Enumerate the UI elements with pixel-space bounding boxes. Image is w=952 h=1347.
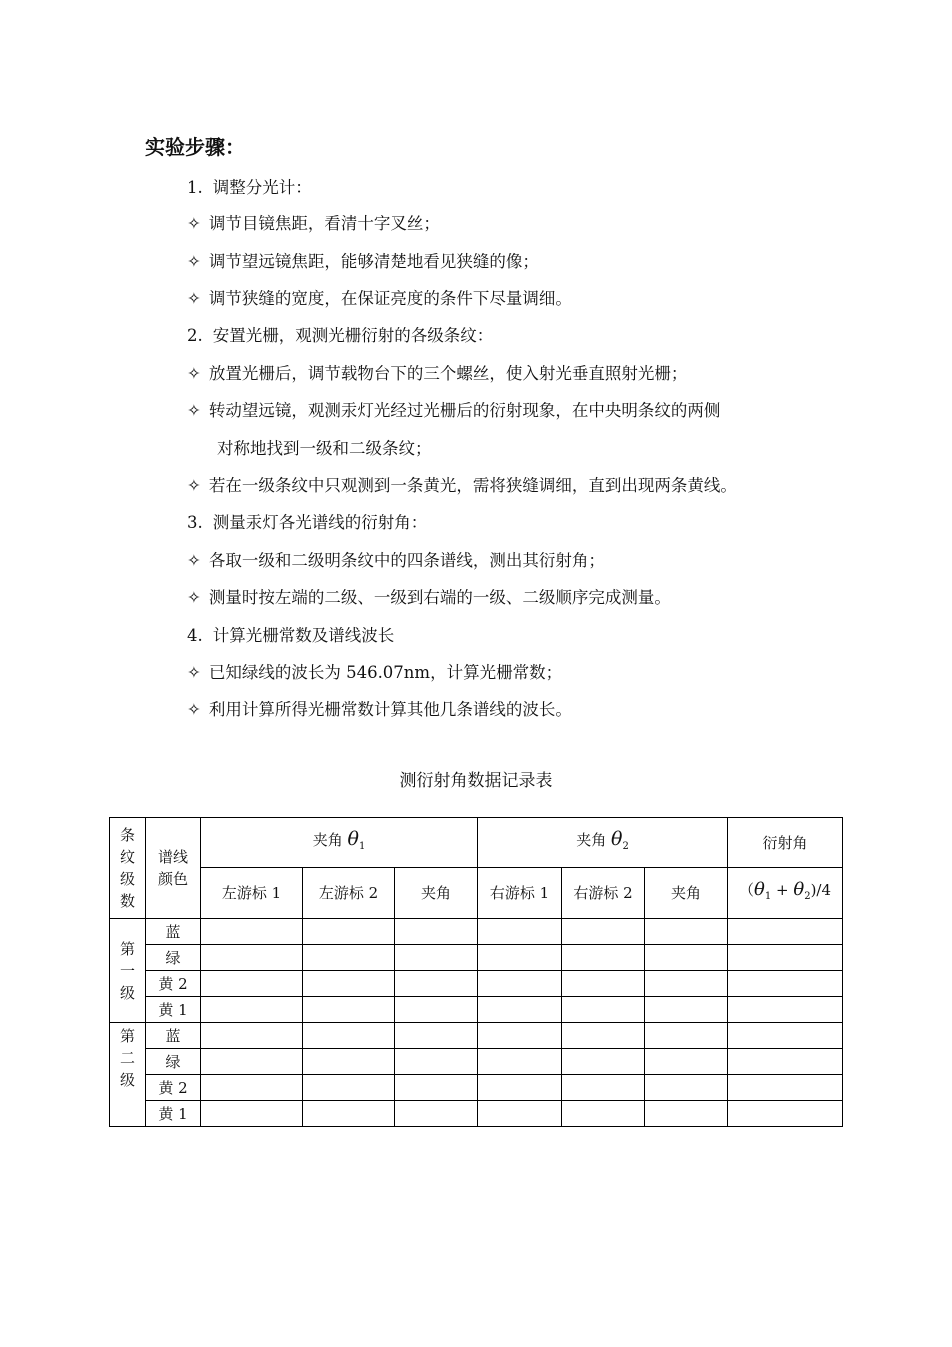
data-cell xyxy=(478,1049,562,1075)
substep: ✧ 若在一级条纹中只观测到一条黄光，需将狭缝调细，直到出现两条黄线。 xyxy=(187,476,737,495)
data-cell xyxy=(395,997,478,1023)
data-cell xyxy=(728,945,843,971)
header-angle: 夹角 xyxy=(645,868,728,919)
header-diffraction-angle: 衍射角 xyxy=(728,818,843,868)
substep: ✧ 调节狭缝的宽度，在保证亮度的条件下尽量调细。 xyxy=(187,289,572,308)
data-cell xyxy=(562,1075,645,1101)
substep: ✧ 已知绿线的波长为 546.07nm，计算光栅常数； xyxy=(187,663,563,682)
header-angle-2: 夹角 $\theta_2$ xyxy=(478,818,728,868)
data-cell xyxy=(303,997,395,1023)
data-cell xyxy=(201,1023,303,1049)
data-cell xyxy=(303,1023,395,1049)
diamond-bullet-icon: ✧ xyxy=(187,364,201,383)
data-cell xyxy=(478,919,562,945)
data-cell xyxy=(728,1075,843,1101)
data-cell xyxy=(303,971,395,997)
header-right-vernier-1: 右游标 1 xyxy=(478,868,562,919)
data-cell xyxy=(728,1023,843,1049)
data-cell xyxy=(562,1023,645,1049)
table-row xyxy=(110,1101,843,1127)
data-cell xyxy=(478,945,562,971)
color-cell: 黄 1 xyxy=(146,1101,201,1127)
data-cell xyxy=(645,997,728,1023)
data-cell xyxy=(201,1049,303,1075)
diamond-bullet-icon: ✧ xyxy=(187,401,201,420)
table-caption: 测衍射角数据记录表 xyxy=(399,771,553,791)
data-cell xyxy=(395,1049,478,1075)
data-cell xyxy=(645,1023,728,1049)
step-3: 3. 测量汞灯各光谱线的衍射角： xyxy=(187,513,428,532)
diamond-bullet-icon: ✧ xyxy=(187,700,201,719)
data-cell xyxy=(201,997,303,1023)
data-cell xyxy=(562,1101,645,1127)
order-second-cell: 第 二 级 xyxy=(110,1023,146,1127)
data-cell xyxy=(478,1101,562,1127)
step-number: 3. xyxy=(187,513,203,532)
table-row xyxy=(110,971,843,997)
data-cell xyxy=(395,1075,478,1101)
step-number: 4. xyxy=(187,626,203,645)
color-cell: 绿 xyxy=(146,945,201,971)
data-cell xyxy=(303,919,395,945)
step-1: 1. 调整分光计： xyxy=(187,178,312,197)
data-cell xyxy=(395,971,478,997)
data-cell xyxy=(395,1101,478,1127)
data-cell xyxy=(478,1075,562,1101)
header-left-vernier-1: 左游标 1 xyxy=(201,868,303,919)
header-line-color: 谱线 颜色 xyxy=(146,818,201,919)
color-cell: 蓝 xyxy=(146,919,201,945)
color-cell: 黄 1 xyxy=(146,997,201,1023)
diamond-bullet-icon: ✧ xyxy=(187,551,201,570)
color-cell: 黄 2 xyxy=(146,971,201,997)
data-cell xyxy=(478,971,562,997)
data-cell xyxy=(562,997,645,1023)
substep: ✧ 各取一级和二级明条纹中的四条谱线，测出其衍射角； xyxy=(187,551,605,570)
diamond-bullet-icon: ✧ xyxy=(187,588,201,607)
color-cell: 绿 xyxy=(146,1049,201,1075)
diamond-bullet-icon: ✧ xyxy=(187,252,201,271)
substep: ✧ 调节望远镜焦距，能够清楚地看见狭缝的像； xyxy=(187,252,539,271)
data-cell xyxy=(303,945,395,971)
table-row xyxy=(110,919,843,945)
data-cell xyxy=(562,971,645,997)
data-cell xyxy=(645,1075,728,1101)
diamond-bullet-icon: ✧ xyxy=(187,289,201,308)
data-cell xyxy=(395,1023,478,1049)
data-cell xyxy=(728,971,843,997)
data-cell xyxy=(395,945,478,971)
diamond-bullet-icon: ✧ xyxy=(187,214,201,233)
header-angle-1: 夹角 $\theta_1$ xyxy=(201,818,478,868)
table-row xyxy=(110,945,843,971)
header-right-vernier-2: 右游标 2 xyxy=(562,868,645,919)
data-cell xyxy=(201,971,303,997)
data-cell xyxy=(478,997,562,1023)
header-order: 条 纹 级 数 xyxy=(110,818,146,919)
data-cell xyxy=(728,1101,843,1127)
substep: ✧ 利用计算所得光栅常数计算其他几条谱线的波长。 xyxy=(187,700,572,719)
data-cell xyxy=(562,1049,645,1075)
data-cell xyxy=(728,997,843,1023)
header-left-vernier-2: 左游标 2 xyxy=(303,868,395,919)
table-row xyxy=(110,997,843,1023)
substep: ✧ 转动望远镜，观测汞灯光经过光栅后的衍射现象，在中央明条纹的两侧 xyxy=(187,401,721,420)
substep: ✧ 放置光栅后，调节载物台下的三个螺丝，使入射光垂直照射光栅； xyxy=(187,364,688,383)
table-row xyxy=(110,1075,843,1101)
header-formula: $(\theta_1 + \theta_2)/4$ xyxy=(728,868,843,919)
diamond-bullet-icon: ✧ xyxy=(187,663,201,682)
substep-continuation: 对称地找到一级和二级条纹； xyxy=(217,439,432,458)
step-4: 4. 计算光栅常数及谱线波长 xyxy=(187,626,395,645)
data-cell xyxy=(201,1101,303,1127)
table-row xyxy=(110,1023,843,1049)
data-cell xyxy=(201,1075,303,1101)
step-number: 2. xyxy=(187,326,203,345)
step-2: 2. 安置光栅，观测光栅衍射的各级条纹： xyxy=(187,326,494,345)
header-angle: 夹角 xyxy=(395,868,478,919)
section-heading: 实验步骤： xyxy=(145,135,245,159)
data-cell xyxy=(645,1049,728,1075)
data-cell xyxy=(562,945,645,971)
data-cell xyxy=(645,971,728,997)
data-cell xyxy=(303,1101,395,1127)
data-cell xyxy=(478,1023,562,1049)
substep: ✧ 调节目镜焦距，看清十字叉丝； xyxy=(187,214,440,233)
data-cell xyxy=(395,919,478,945)
data-cell xyxy=(645,919,728,945)
data-cell xyxy=(201,945,303,971)
data-cell xyxy=(728,1049,843,1075)
data-cell xyxy=(645,945,728,971)
data-cell xyxy=(645,1101,728,1127)
color-cell: 蓝 xyxy=(146,1023,201,1049)
record-table xyxy=(109,817,843,1127)
color-cell: 黄 2 xyxy=(146,1075,201,1101)
data-cell xyxy=(303,1075,395,1101)
data-cell xyxy=(562,919,645,945)
data-cell xyxy=(728,919,843,945)
step-number: 1. xyxy=(187,178,203,197)
order-first-cell: 第 一 级 xyxy=(110,919,146,1023)
data-cell xyxy=(201,919,303,945)
substep: ✧ 测量时按左端的二级、一级到右端的一级、二级顺序完成测量。 xyxy=(187,588,671,607)
data-cell xyxy=(303,1049,395,1075)
diamond-bullet-icon: ✧ xyxy=(187,476,201,495)
table-row xyxy=(110,1049,843,1075)
